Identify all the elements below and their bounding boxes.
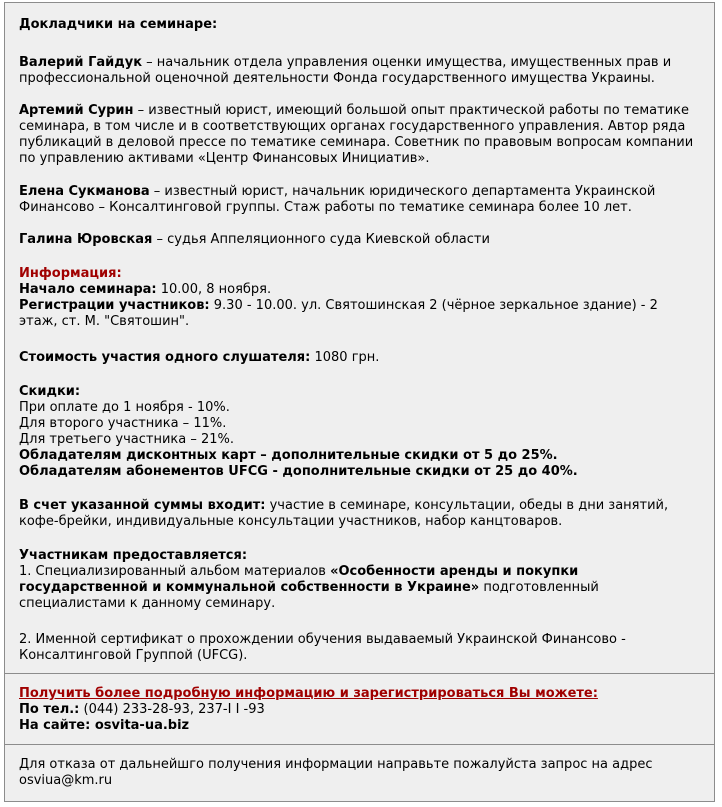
speaker-3-line2: Финансово – Консалтинговой группы. Стаж работы по тематике семинара более 10 лет.	[19, 200, 632, 215]
discount-3: Для третьего участника – 21%.	[19, 432, 235, 447]
included-line2: кофе-брейки, индивидуальные консультации участников, набор канцтоваров.	[19, 514, 563, 529]
discounts-heading: Скидки:	[19, 384, 81, 399]
provided-heading: Участникам предоставляется:	[19, 548, 248, 563]
speaker-1: Валерий Гайдук – начальник отдела управления оценки имущества, имущественных прав и	[19, 55, 672, 70]
discount-2: Для второго участника – 11%.	[19, 416, 227, 431]
provided-item-1-line2: государственной и коммунальной собственности в Украине» подготовленный	[19, 580, 599, 595]
speaker-2-line2: семинара, в том числе и в соответствующих органах государственного управления. Автор ряда	[19, 119, 686, 134]
provided-item-2-line2: Консалтинговой Группой (UFCG).	[19, 648, 248, 663]
discount-1: При оплате до 1 ноября - 10%.	[19, 400, 230, 415]
unsubscribe-email[interactable]: osviua@km.ru	[19, 773, 113, 788]
included: В счет указанной суммы входит: участие в семинаре, консультации, обеды в дни занятий,	[19, 498, 669, 513]
registration-address: этаж, ст. М. "Святошин".	[19, 314, 190, 329]
unsubscribe-text: Для отказа от дальнейшго получения информации направьте пожалуйста запрос на адрес	[19, 757, 653, 772]
cost: Стоимость участия одного слушателя: 1080 грн.	[19, 350, 380, 365]
provided-item-2: 2. Именной сертификат о прохождении обучения выдаваемый Украинской Финансово -	[19, 632, 626, 647]
start-time: Начало семинара: 10.00, 8 ноября.	[19, 282, 272, 297]
contact-section	[5, 673, 714, 743]
speaker-3: Елена Сукманова – известный юрист, начальник юридического департамента Украинской	[19, 184, 656, 199]
discount-subscriptions: Обладателям абонементов UFCG - дополнительные скидки от 25 до 40%.	[19, 464, 578, 479]
provided-item-1-line3: специалистами к данному семинару.	[19, 596, 276, 611]
discount-cards: Обладателям дисконтных карт – дополнительные скидки от 5 до 25%.	[19, 448, 558, 463]
speaker-1-line2: профессиональной оценочной деятельности Фонда государственного имущества Украины.	[19, 71, 655, 86]
contact-heading-link[interactable]: Получить более подробную информацию и зарегистрироваться Вы можете:	[19, 686, 598, 701]
registration-time: Регистрации участников: 9.30 - 10.00. ул. Святошинская 2 (чёрное зеркальное здание) - 2	[19, 298, 658, 313]
speakers-heading: Докладчики на семинаре:	[19, 17, 218, 32]
speaker-2-line4: по управлению активами «Центр Финансовых Инициатив».	[19, 151, 430, 166]
unsubscribe-section	[5, 744, 714, 802]
speaker-2: Артемий Сурин – известный юрист, имеющий большой опыт практической работы по тематике	[19, 103, 690, 118]
newsletter-frame	[4, 2, 715, 802]
speaker-4: Галина Юровская – судья Аппеляционного суда Киевской области	[19, 232, 490, 247]
speaker-2-line3: публикаций в деловой прессе по тематике семинара. Советник по правовым вопросам компании	[19, 135, 694, 150]
provided-item-1: 1. Специализированный альбом материалов «Особенности аренды и покупки	[19, 564, 579, 579]
main-section	[5, 3, 714, 673]
contact-site[interactable]: На сайте: osvita-ua.biz	[19, 718, 190, 733]
contact-phone: По тел.: (044) 233-28-93, 237-I I -93	[19, 702, 265, 717]
info-heading: Информация:	[19, 266, 122, 281]
